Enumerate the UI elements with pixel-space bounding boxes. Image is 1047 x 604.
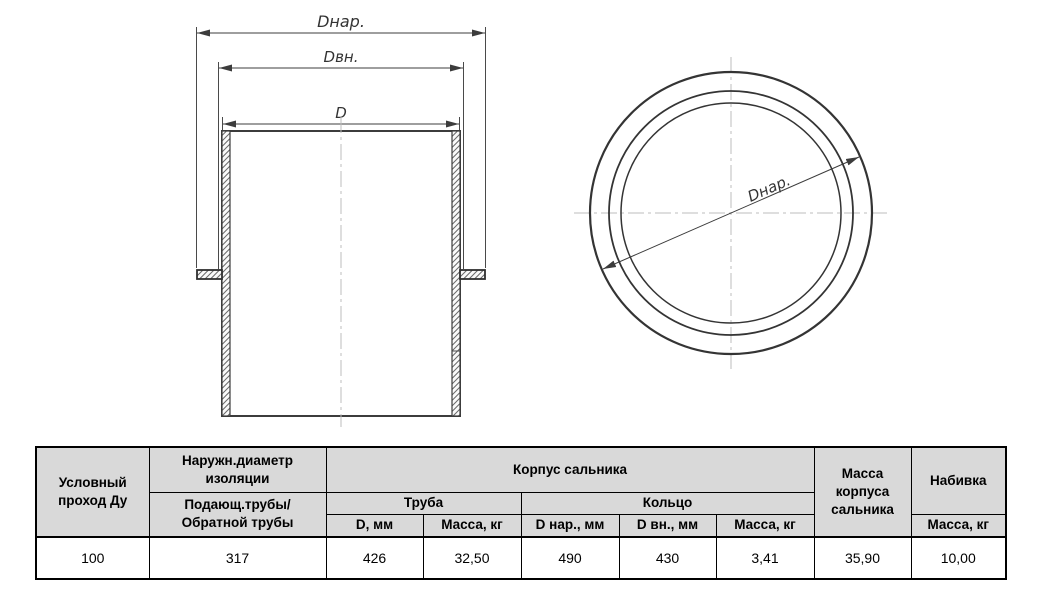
dim-label-outer-diameter: Dнар.	[317, 12, 365, 31]
flange-right	[460, 270, 485, 279]
cell-nominal-bore: 100	[36, 537, 149, 579]
header-pipe: Труба	[326, 492, 521, 514]
front-view	[197, 12, 486, 427]
header-gland-housing: Корпус сальника	[326, 447, 814, 492]
header-housing-mass: Масса корпуса сальника	[814, 447, 911, 537]
spec-table	[35, 446, 1007, 580]
top-view	[574, 57, 889, 369]
header-pipe-d: D, мм	[326, 514, 423, 537]
header-nominal-bore: Условный проход Ду	[36, 447, 149, 537]
cell-pipe-mass: 32,50	[423, 537, 521, 579]
header-packing: Набивка	[911, 447, 1006, 514]
cell-packing-mass: 10,00	[911, 537, 1006, 579]
cell-pipe-d: 426	[326, 537, 423, 579]
cell-housing-mass: 35,90	[814, 537, 911, 579]
cell-insulation-diameter: 317	[149, 537, 326, 579]
cell-ring-mass: 3,41	[716, 537, 814, 579]
header-pipe-mass: Масса, кг	[423, 514, 521, 537]
header-insulation-pipes: Подающ.трубы/Обратной трубы	[149, 492, 326, 537]
cell-ring-d-in: 430	[619, 537, 716, 579]
header-ring-mass: Масса, кг	[716, 514, 814, 537]
cylinder-wall-left	[222, 131, 230, 416]
flange-left	[197, 270, 222, 279]
header-ring-d-in: D вн., мм	[619, 514, 716, 537]
cylinder-wall-right	[452, 131, 460, 416]
table-row	[36, 537, 1006, 579]
cell-ring-d-out: 490	[521, 537, 619, 579]
dim-label-outer-diameter: Dнар.	[744, 171, 794, 206]
header-packing-mass: Масса, кг	[911, 514, 1006, 537]
header-ring: Кольцо	[521, 492, 814, 514]
header-ring-d-out: D нар., мм	[521, 514, 619, 537]
header-insulation-diameter: Наружн.диаметр изоляции	[149, 447, 326, 492]
dim-label-diameter: D	[335, 104, 347, 122]
dim-label-inner-diameter: Dвн.	[323, 48, 359, 66]
